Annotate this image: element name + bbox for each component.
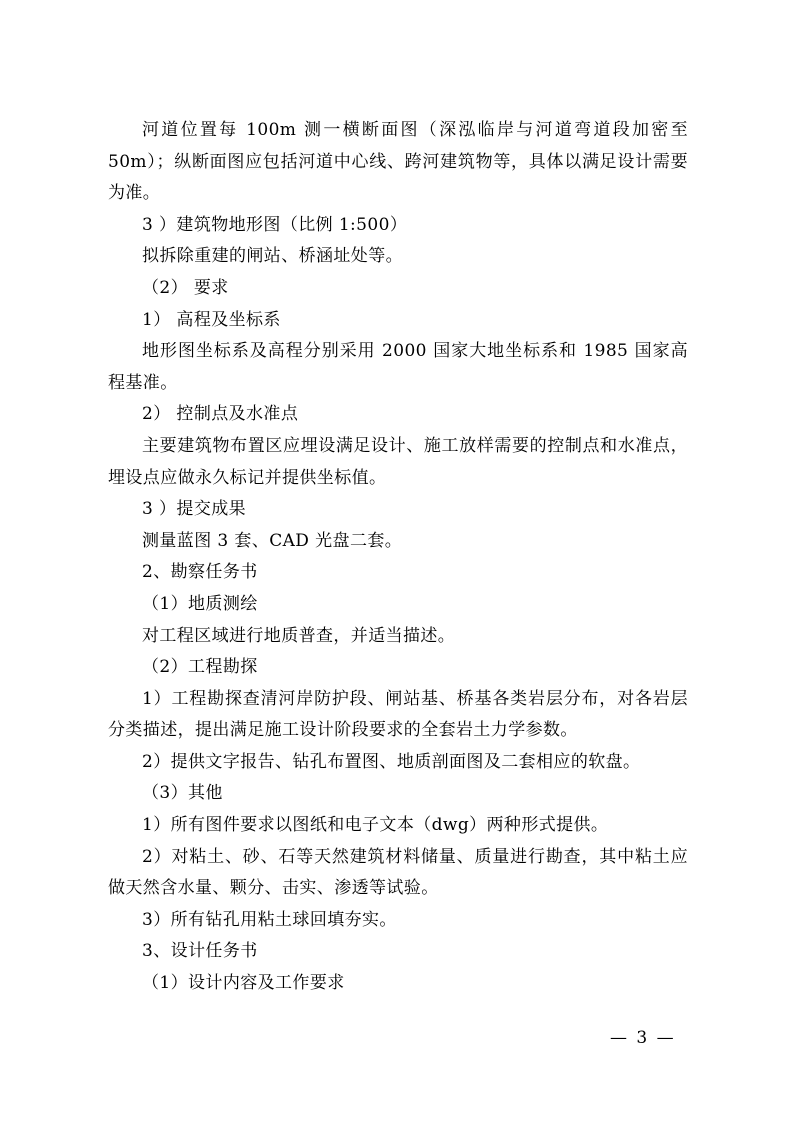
document-body bbox=[108, 115, 688, 1000]
heading-elevation-coordinates: 1） 高程及坐标系 bbox=[142, 309, 281, 330]
heading-control-points: 2） 控制点及水准点 bbox=[142, 404, 299, 425]
heading-requirements: （2） 要求 bbox=[142, 277, 229, 298]
page-number: — 3 — bbox=[610, 1028, 676, 1048]
heading-design-task: 3、设计任务书 bbox=[142, 941, 258, 962]
paragraph-materials-survey: 2）对粘土、砂、石等天然建筑材料储量、质量进行勘查，其中粘土应做天然含水量、颗分、击实、渗透等试验。 bbox=[108, 846, 688, 899]
paragraph-control-points: 主要建筑物布置区应埋设满足设计、施工放样需要的控制点和水准点，埋设点应做永久标记并提供坐标值。 bbox=[108, 435, 688, 488]
paragraph-coordinate-system: 地形图坐标系及高程分别采用 2000 国家大地坐标系和 1985 国家高程基准。 bbox=[108, 341, 688, 393]
heading-survey-task: 2、勘察任务书 bbox=[142, 562, 258, 583]
paragraph-demolition-sites: 拟拆除重建的闸站、桥涵址处等。 bbox=[142, 246, 403, 267]
paragraph-deliverables: 测量蓝图 3 套、CAD 光盘二套。 bbox=[142, 530, 403, 551]
heading-other: （3）其他 bbox=[142, 783, 223, 804]
heading-design-content: （1）设计内容及工作要求 bbox=[142, 973, 345, 994]
heading-building-topomap: 3 ）建筑物地形图（比例 1:500） bbox=[142, 214, 408, 235]
paragraph-geological-survey: 对工程区域进行地质普查，并适当描述。 bbox=[142, 625, 456, 646]
paragraph-borehole-backfill: 3）所有钻孔用粘土球回填夯实。 bbox=[142, 909, 397, 930]
heading-engineering-exploration: （2）工程勘探 bbox=[142, 657, 258, 678]
paragraph-cross-section: 河道位置每 100m 测一横断面图（深泓临岸与河道弯道段加密至50m）；纵断面图应包括河道中心线、跨河建筑物等，具体以满足设计需要为准。 bbox=[108, 120, 688, 204]
heading-geological-mapping: （1）地质测绘 bbox=[142, 593, 258, 614]
paragraph-drawing-formats: 1）所有图件要求以图纸和电子文本（dwg）两种形式提供。 bbox=[142, 815, 609, 836]
heading-deliverables: 3 ）提交成果 bbox=[142, 499, 247, 520]
paragraph-rock-layers: 1）工程勘探查清河岸防护段、闸站基、桥基各类岩层分布，对各岩层分类描述，提出满足施工设计阶段要求的全套岩土力学参数。 bbox=[108, 688, 688, 741]
paragraph-reports: 2）提供文字报告、钻孔布置图、地质剖面图及二套相应的软盘。 bbox=[142, 751, 641, 772]
